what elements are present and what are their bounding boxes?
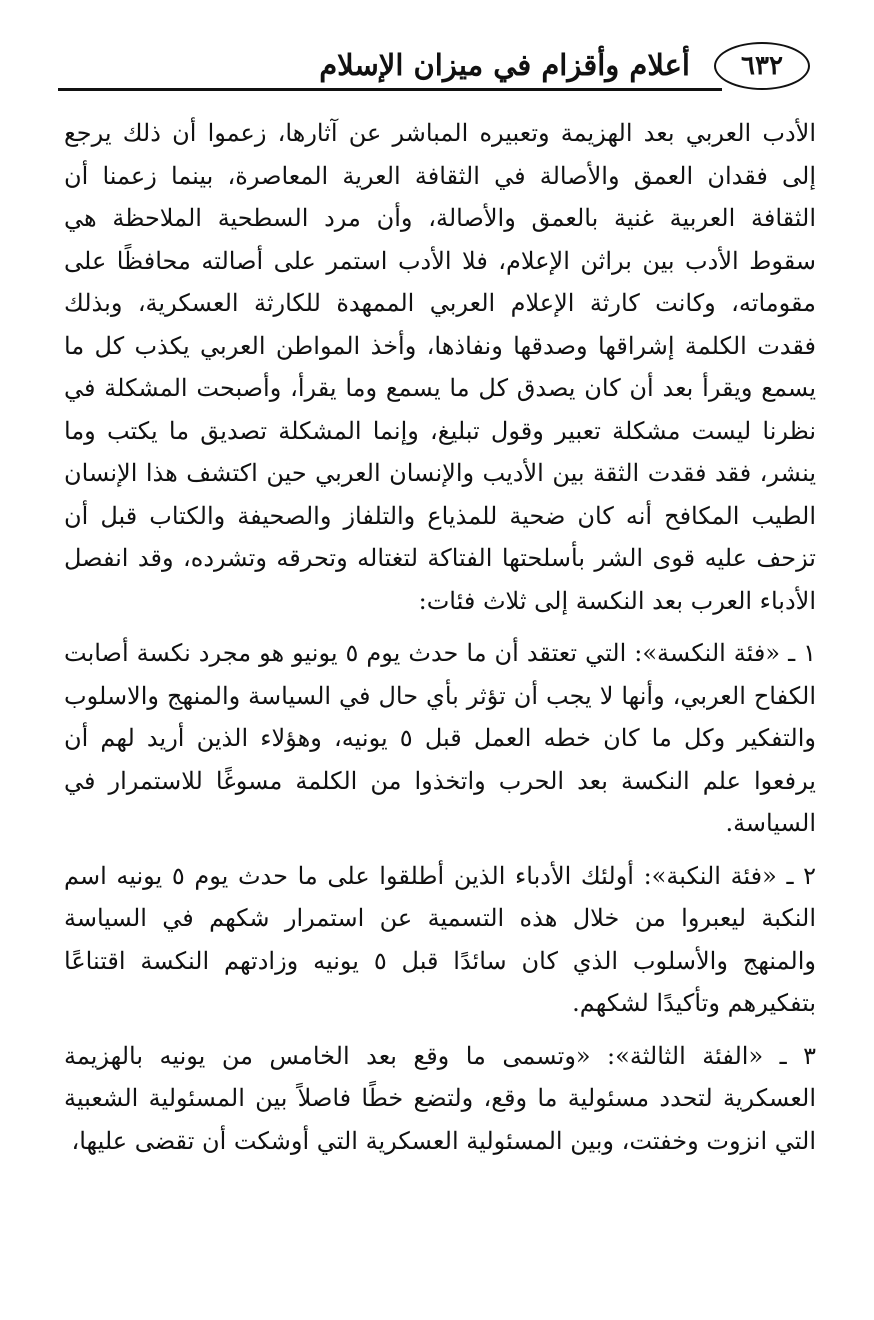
header-rule (58, 88, 722, 91)
page-body (64, 112, 816, 1172)
paragraph-item-3: ٣ ـ «الفئة الثالثة»: «وتسمى ما وقع بعد الخامس من يونيه بالهزيمة العسكرية لتحدد مسئولية ما وقع، ولتضع خطًا فاصلاً بين المسئولية الشعبية التي انزوت وخفتت، وبين المسئولية العسكرية التي أوشكت أن تقضى عليها، (64, 1041, 817, 1155)
page-number: ٦٣٢ (714, 42, 810, 90)
paragraph-item-2: ٢ ـ «فئة النكبة»: أولئك الأدباء الذين أطلقوا على ما حدث يوم ٥ يونيه اسم النكبة ليعبروا من خلال هذه التسمية عن استمرار شكهم في السياسة والمنهج والأسلوب الذي كان سائدًا قبل ٥ يونيه وزادتهم النكسة اقتناعًا بتفكيرهم وتأكيدًا لشكهم. (64, 861, 816, 1017)
page-header (58, 42, 810, 102)
paragraph-item-1: ١ ـ «فئة النكسة»: التي تعتقد أن ما حدث يوم ٥ يونيو هو مجرد نكسة أصابت الكفاح العربي، وأنها لا يجب أن تؤثر بأي حال في السياسة والمنهج والاسلوب والتفكير وكل ما كان خطه العمل قبل ٥ يونيه، وهؤلاء الذين أريد لهم أن يرفعوا علم النكسة بعد الحرب واتخذوا من الكلمة مسوغًا للاستمرار في السياسة. (64, 639, 816, 837)
book-title: أعلام وأقزام في ميزان الإسلام (319, 48, 690, 82)
paragraph-intro: الأدب العربي بعد الهزيمة وتعبيره المباشر عن آثارها، زعموا أن ذلك يرجع إلى فقدان العمق والأصالة في الثقافة العرية المعاصرة، بينما زعمنا أن الثقافة العربية غنية بالعمق والأصالة، وأن مرد السطحية الملاحظة هي سقوط الأدب بين براثن الإعلام، فلا الأدب استمر على أصالته محافظًا على مقوماته، وكانت كارثة الإعلام العربي الممهدة للكارثة العسكرية، وبذلك فقدت الكلمة إشراقها وصدقها ونفاذها، وأخذ المواطن العربي يكذب كل ما يسمع ويقرأ بعد أن كان يصدق كل ما يسمع وما يقرأ، وأصبحت المشكلة في نظرنا ليست مشكلة تعبير وقول تبليغ، وإنما المشكلة تصديق ما يكتب وما ينشر، فقد فقدت الثقة بين الأديب والإنسان العربي حين اكتشف هذا الإنسان الطيب المكافح أنه كان ضحية للمذياع والتلفاز والصحيفة والكتاب قبل أن تزحف عليه قوى الشر بأسلحتها الفتاكة لتغتاله وتحرقه وتشرده، وقد انفصل الأدباء العرب بعد النكسة إلى ثلاث فئات: (64, 119, 817, 615)
